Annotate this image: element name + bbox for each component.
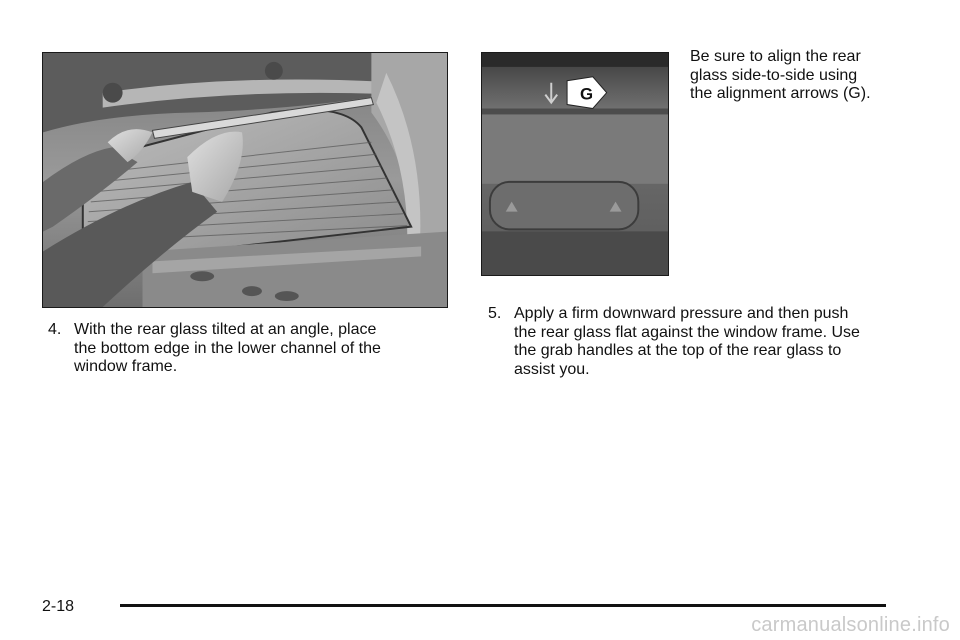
- step-text-line: the bottom edge in the lower channel of the: [74, 339, 381, 357]
- step-5: [488, 305, 898, 379]
- step-text-line: the grab handles at the top of the rear glass to: [514, 342, 842, 359]
- step-number: 4.: [48, 321, 62, 338]
- step-text-line: window frame.: [74, 358, 178, 375]
- alignment-arrows-illustration: [482, 53, 668, 275]
- alignment-arrows-photo: [481, 52, 669, 276]
- step-text-line: the rear glass flat against the window frame. Use: [514, 323, 860, 341]
- callout-letter-g: G: [579, 84, 594, 104]
- alignment-note-line: the alignment arrows (G).: [690, 85, 871, 102]
- alignment-note-line: Be sure to align the rear: [690, 48, 861, 65]
- page-number: 2-18: [42, 598, 75, 615]
- step-text-line: With the rear glass tilted at an angle, place: [74, 321, 377, 338]
- step-4: [48, 321, 428, 377]
- step-text-line: assist you.: [514, 360, 590, 378]
- step-text-line: Apply a firm downward pressure and then push: [514, 305, 849, 322]
- step-number: 5.: [488, 305, 502, 322]
- rear-glass-installation-illustration: [43, 53, 447, 307]
- alignment-note: [690, 48, 890, 104]
- alignment-note-line: glass side-to-side using: [690, 66, 858, 84]
- rear-glass-installation-photo: [42, 52, 448, 308]
- footer-divider: [120, 604, 886, 607]
- watermark: carmanualsonline.info: [751, 614, 950, 636]
